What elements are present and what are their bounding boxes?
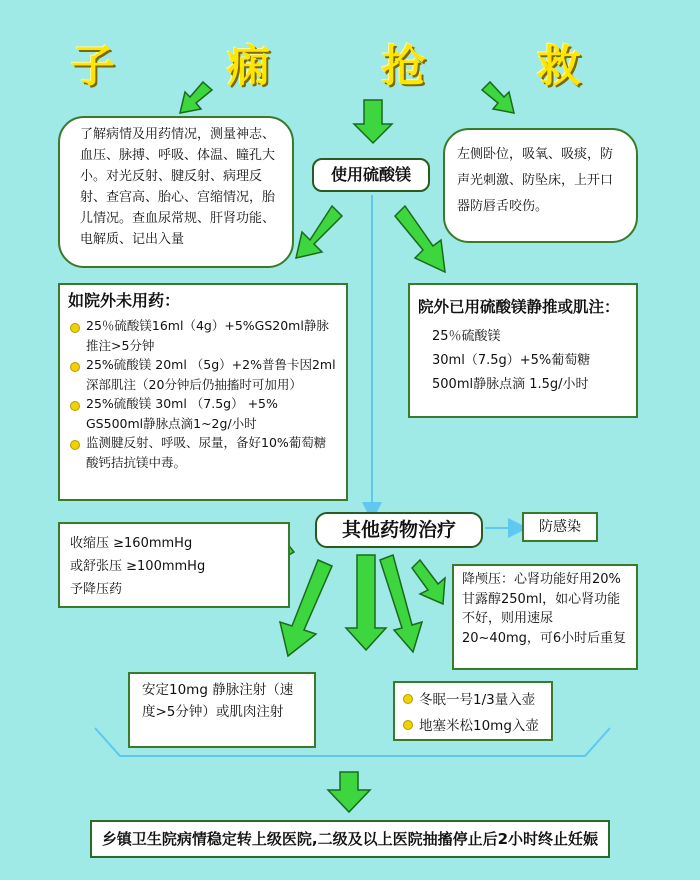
arrow-to-left-mid — [296, 206, 342, 258]
anti-infection-box — [522, 512, 598, 542]
magnesium-label — [312, 158, 430, 192]
bottom-summary — [90, 820, 610, 858]
list-item: 25％硫酸镁16ml（4g）+5%GS20ml静脉推注>5分钟 — [68, 316, 338, 355]
assessment-box — [58, 116, 294, 268]
diazepam-text: 安定10mg 静脉注射（速度>5分钟）或肌肉注射 — [142, 682, 294, 720]
no-prior-drug-list — [68, 316, 338, 472]
arrow-to-right-mid — [395, 206, 445, 272]
sedation-box — [393, 681, 553, 741]
intracranial-pressure-box — [452, 564, 638, 670]
page-title: 子 痫 抢 救 — [71, 41, 629, 92]
other-drugs-label-text: 其他药物治疗 — [341, 519, 456, 541]
arrow-to-bottom — [328, 772, 370, 812]
magnesium-label-text: 使用硫酸镁 — [330, 165, 411, 184]
prior-drug-line: 500ml静脉点滴 1.5g/小时 — [432, 377, 589, 392]
prior-drug-line: 30ml（7.5g）+5%葡萄糖 — [432, 353, 591, 368]
arrow-to-icp — [412, 560, 445, 604]
bp-line: 或舒张压 ≥100mmHg — [70, 559, 206, 574]
other-drugs-label — [315, 512, 483, 548]
assessment-text: 了解病情及用药情况，测量神志、血压、脉搏、呼吸、体温、瞳孔大小。对光反射、腱反射、病理反射、查宫高、胎心、宫缩情况，胎儿情况。查血尿常规、肝肾功能、电解质、记出入量 — [80, 127, 276, 247]
diazepam-box — [128, 672, 316, 748]
icp-text: 降颅压：心肾功能好用20%甘露醇250ml，如心肾功能不好，则用速尿20~40mg，可6小时后重复 — [462, 572, 627, 646]
bp-line: 收缩压 ≥160mmHg — [70, 536, 193, 551]
anti-infection-text: 防感染 — [539, 519, 581, 535]
list-item: 冬眠一号1/3量入壶 — [401, 687, 545, 713]
bottom-summary-text: 乡镇卫生院病情稳定转上级医院,二级及以上医院抽搐停止后2小时终止妊娠 — [101, 830, 599, 848]
care-text: 左侧卧位，吸氧、吸痰，防声光刺激、防坠床，上开口器防唇舌咬伤。 — [457, 147, 614, 214]
no-prior-drug-title: 如院外未用药： — [68, 291, 181, 310]
prior-drug-box — [408, 283, 638, 418]
list-item: 地塞米松10mg入壶 — [401, 713, 545, 739]
prior-drug-title: 院外已用硫酸镁静推或肌注： — [418, 298, 620, 316]
list-item: 25%硫酸镁 20ml （5g）+2%普鲁卡因2ml深部肌注（20分钟后仍抽搐时可加用） — [68, 355, 338, 394]
no-prior-drug-box — [58, 283, 348, 501]
blood-pressure-box — [58, 522, 290, 608]
sedation-list — [401, 687, 545, 739]
arrow-center-top — [354, 100, 392, 143]
arrow-to-center-bottom — [346, 555, 386, 650]
bp-line: 予降压药 — [70, 582, 123, 597]
prior-drug-line: 25％硫酸镁 — [432, 329, 501, 344]
list-item: 25%硫酸镁 30ml （7.5g） +5% GS500ml静脉点滴1~2g/小时 — [68, 394, 338, 433]
list-item: 监测腱反射、呼吸、尿量，备好10%葡萄糖酸钙拮抗镁中毒。 — [68, 433, 338, 472]
care-box — [443, 128, 638, 243]
